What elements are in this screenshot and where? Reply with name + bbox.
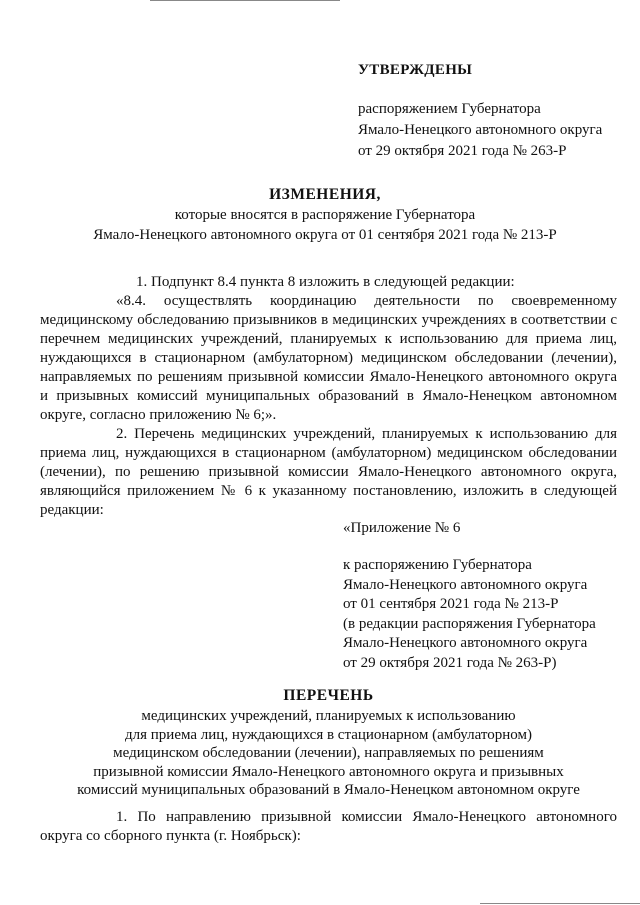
appendix-header [343,518,623,673]
list-subtitle: призывной комиссии Ямало-Ненецкого автономного округа и призывных [93,763,564,780]
appendix-line: от 29 октября 2021 года № 263-Р) [343,654,557,671]
changes-title: ИЗМЕНЕНИЯ, [269,186,381,203]
appendix-line: (в редакции распоряжения Губернатора [343,615,596,632]
appendix-line: к распоряжению Губернатора [343,557,532,573]
paragraph-3: 2. Перечень медицинских учреждений, планируемых к использованию для приема лиц, нуждающихся в стационарном (амбулаторном) медицинском обследовании (лечении), по решению призывной комиссии Ямало-Ненецкого автономного округа, являющийся приложением № 6 к указанному постановлению, изложить в следующей редакции: [40,426,617,518]
paragraph-2: «8.4. осуществлять координацию деятельности по своевременному медицинскому обследованию призывников в медицинских учреждениях в соответствии с перечнем медицинских учреждений, планируемых к использованию для приема лиц, нуждающихся в стационарном (амбулаторном) медицинском обследовании (лечении), направляемых по решениям призывной комиссии Ямало-Ненецкого автономного округа и призывных комиссий муниципальных образований в Ямало-Ненецком автономном округе, согласно приложению № 6;». [40,293,617,423]
changes-heading [40,184,610,245]
paragraph-1: 1. Подпункт 8.4 пункта 8 изложить в следующей редакции: [136,274,515,290]
appendix-line: Ямало-Ненецкого автономного округа [343,635,588,651]
appendix-line: от 01 сентября 2021 года № 213-Р [343,596,559,612]
appendix-title: «Приложение № 6 [343,520,461,536]
changes-subtitle: Ямало-Ненецкого автономного округа от 01 сентября 2021 года № 213-Р [93,227,557,243]
list-item-1-text: 1. По направлению призывной комиссии Ямало-Ненецкого автономного округа со сборного пункта (г. Ноябрьск): [40,809,617,844]
list-title: ПЕРЕЧЕНЬ [283,687,374,704]
top-edge-line [150,0,340,1]
approval-stamp-block [358,62,628,162]
body-text [40,273,617,520]
list-heading [40,685,617,800]
approved-line: от 29 октября 2021 года № 263-Р [358,143,567,159]
approved-line: распоряжением Губернатора [358,101,541,117]
approved-title: УТВЕРЖДЕНЫ [358,62,473,78]
list-item-1 [40,808,617,846]
list-subtitle: медицинских учреждений, планируемых к использованию [141,708,516,724]
list-subtitle: для приема лиц, нуждающихся в стационарном (амбулаторном) [125,726,532,743]
list-subtitle: медицинском обследовании (лечении), направляемых по решениям [113,745,544,761]
changes-subtitle: которые вносятся в распоряжение Губернатора [174,207,476,223]
list-subtitle: комиссий муниципальных образований в Ямало-Ненецком автономном округе [77,782,580,798]
approved-line: Ямало-Ненецкого автономного округа [358,122,603,138]
appendix-line: Ямало-Ненецкого автономного округа [343,576,588,593]
bottom-edge-line [480,903,640,904]
